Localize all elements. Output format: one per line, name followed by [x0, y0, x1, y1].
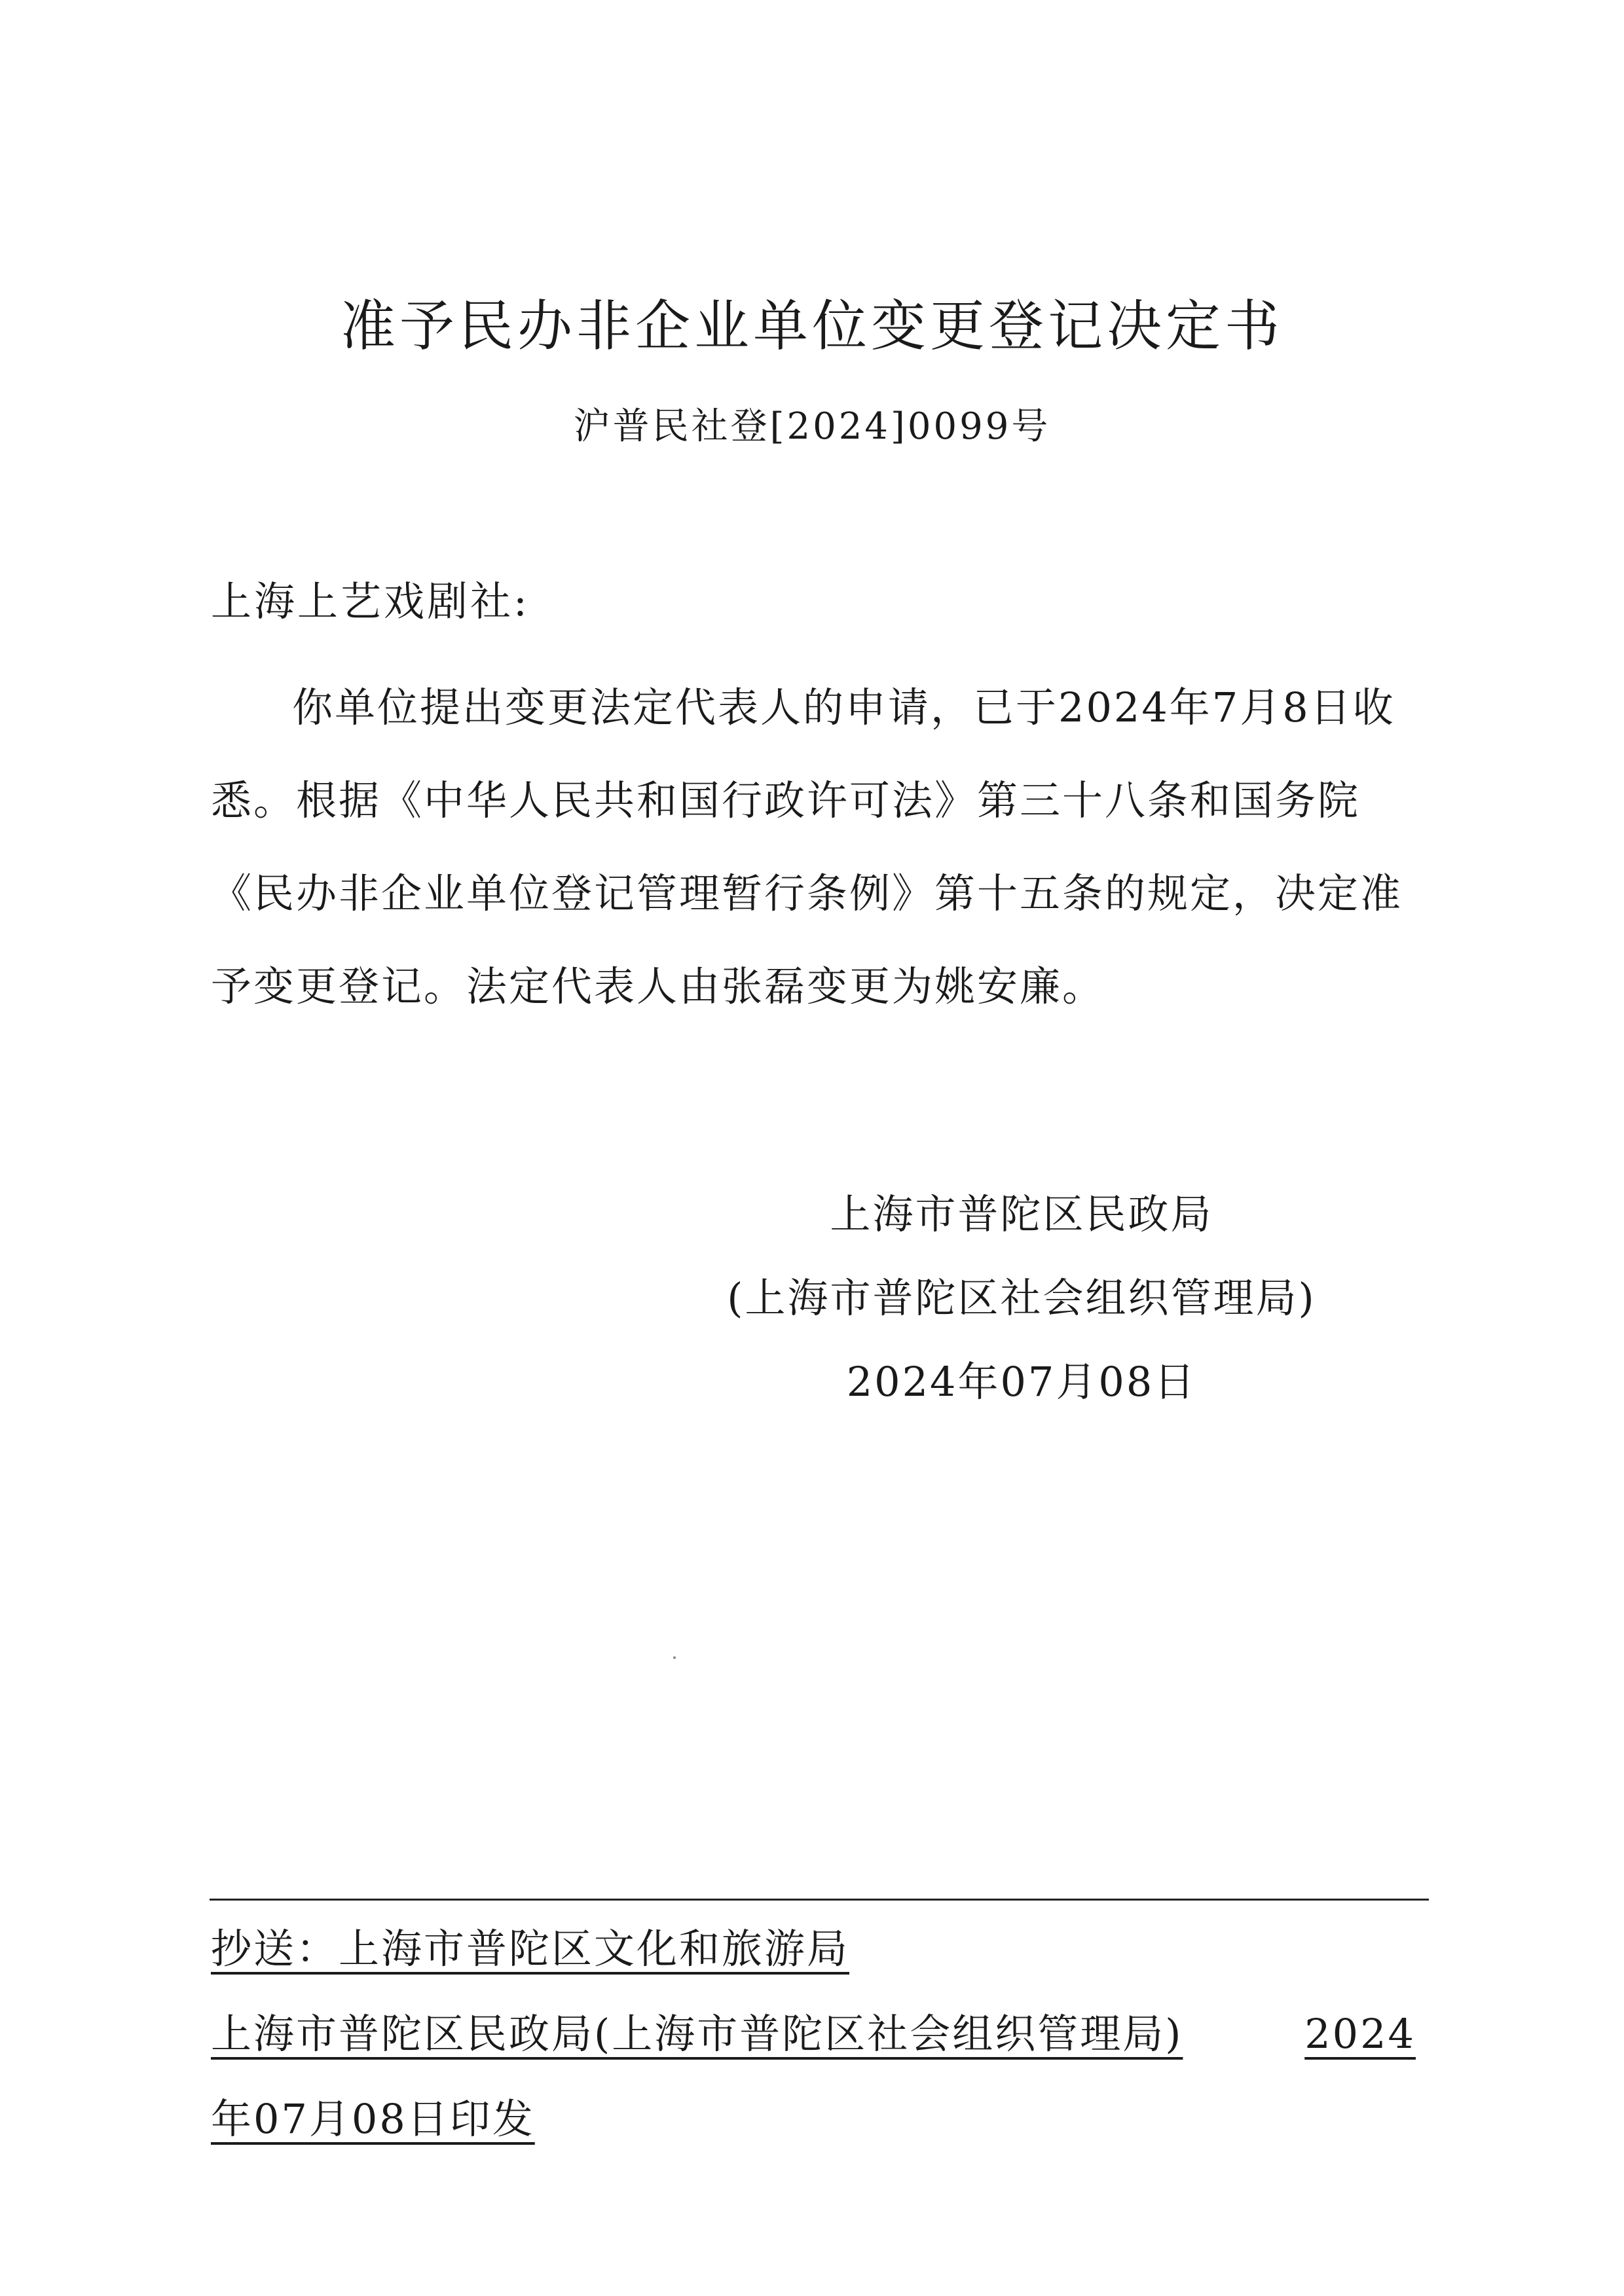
document-number: 沪普民社登[2024]0099号 [573, 405, 1051, 448]
document-title: 准予民办非企业单位变更登记决定书 [340, 294, 1283, 358]
signature-issuer-alt: (上海市普陀区社会组织管理局) [727, 1274, 1316, 1322]
cc-line [211, 1925, 849, 1973]
scan-speck [673, 1656, 676, 1659]
footer-divider [210, 1899, 1429, 1901]
cc-text: 抄送：上海市普陀区文化和旅游局 [211, 1925, 850, 1973]
signature-issuer: 上海市普陀区民政局 [830, 1190, 1213, 1238]
issued-date-line [211, 2095, 535, 2143]
issued-year: 2024 [1304, 2010, 1416, 2058]
issued-by: 上海市普陀区民政局(上海市普陀区社会组织管理局) [211, 2010, 1183, 2058]
signature-date: 2024年07月08日 [846, 1358, 1197, 1406]
addressee: 上海上艺戏剧社: [211, 577, 530, 625]
body-paragraph: 你单位提出变更法定代表人的申请，已于2024年7月8日收悉。根据《中华人民共和国行政许可法》第三十八条和国务院《民办非企业单位登记管理暂行条例》第十五条的规定，决定准予变更登记。法定代表人由张磊变更为姚安廉。 [211, 683, 1403, 1010]
issued-date: 年07月08日印发 [211, 2095, 535, 2143]
